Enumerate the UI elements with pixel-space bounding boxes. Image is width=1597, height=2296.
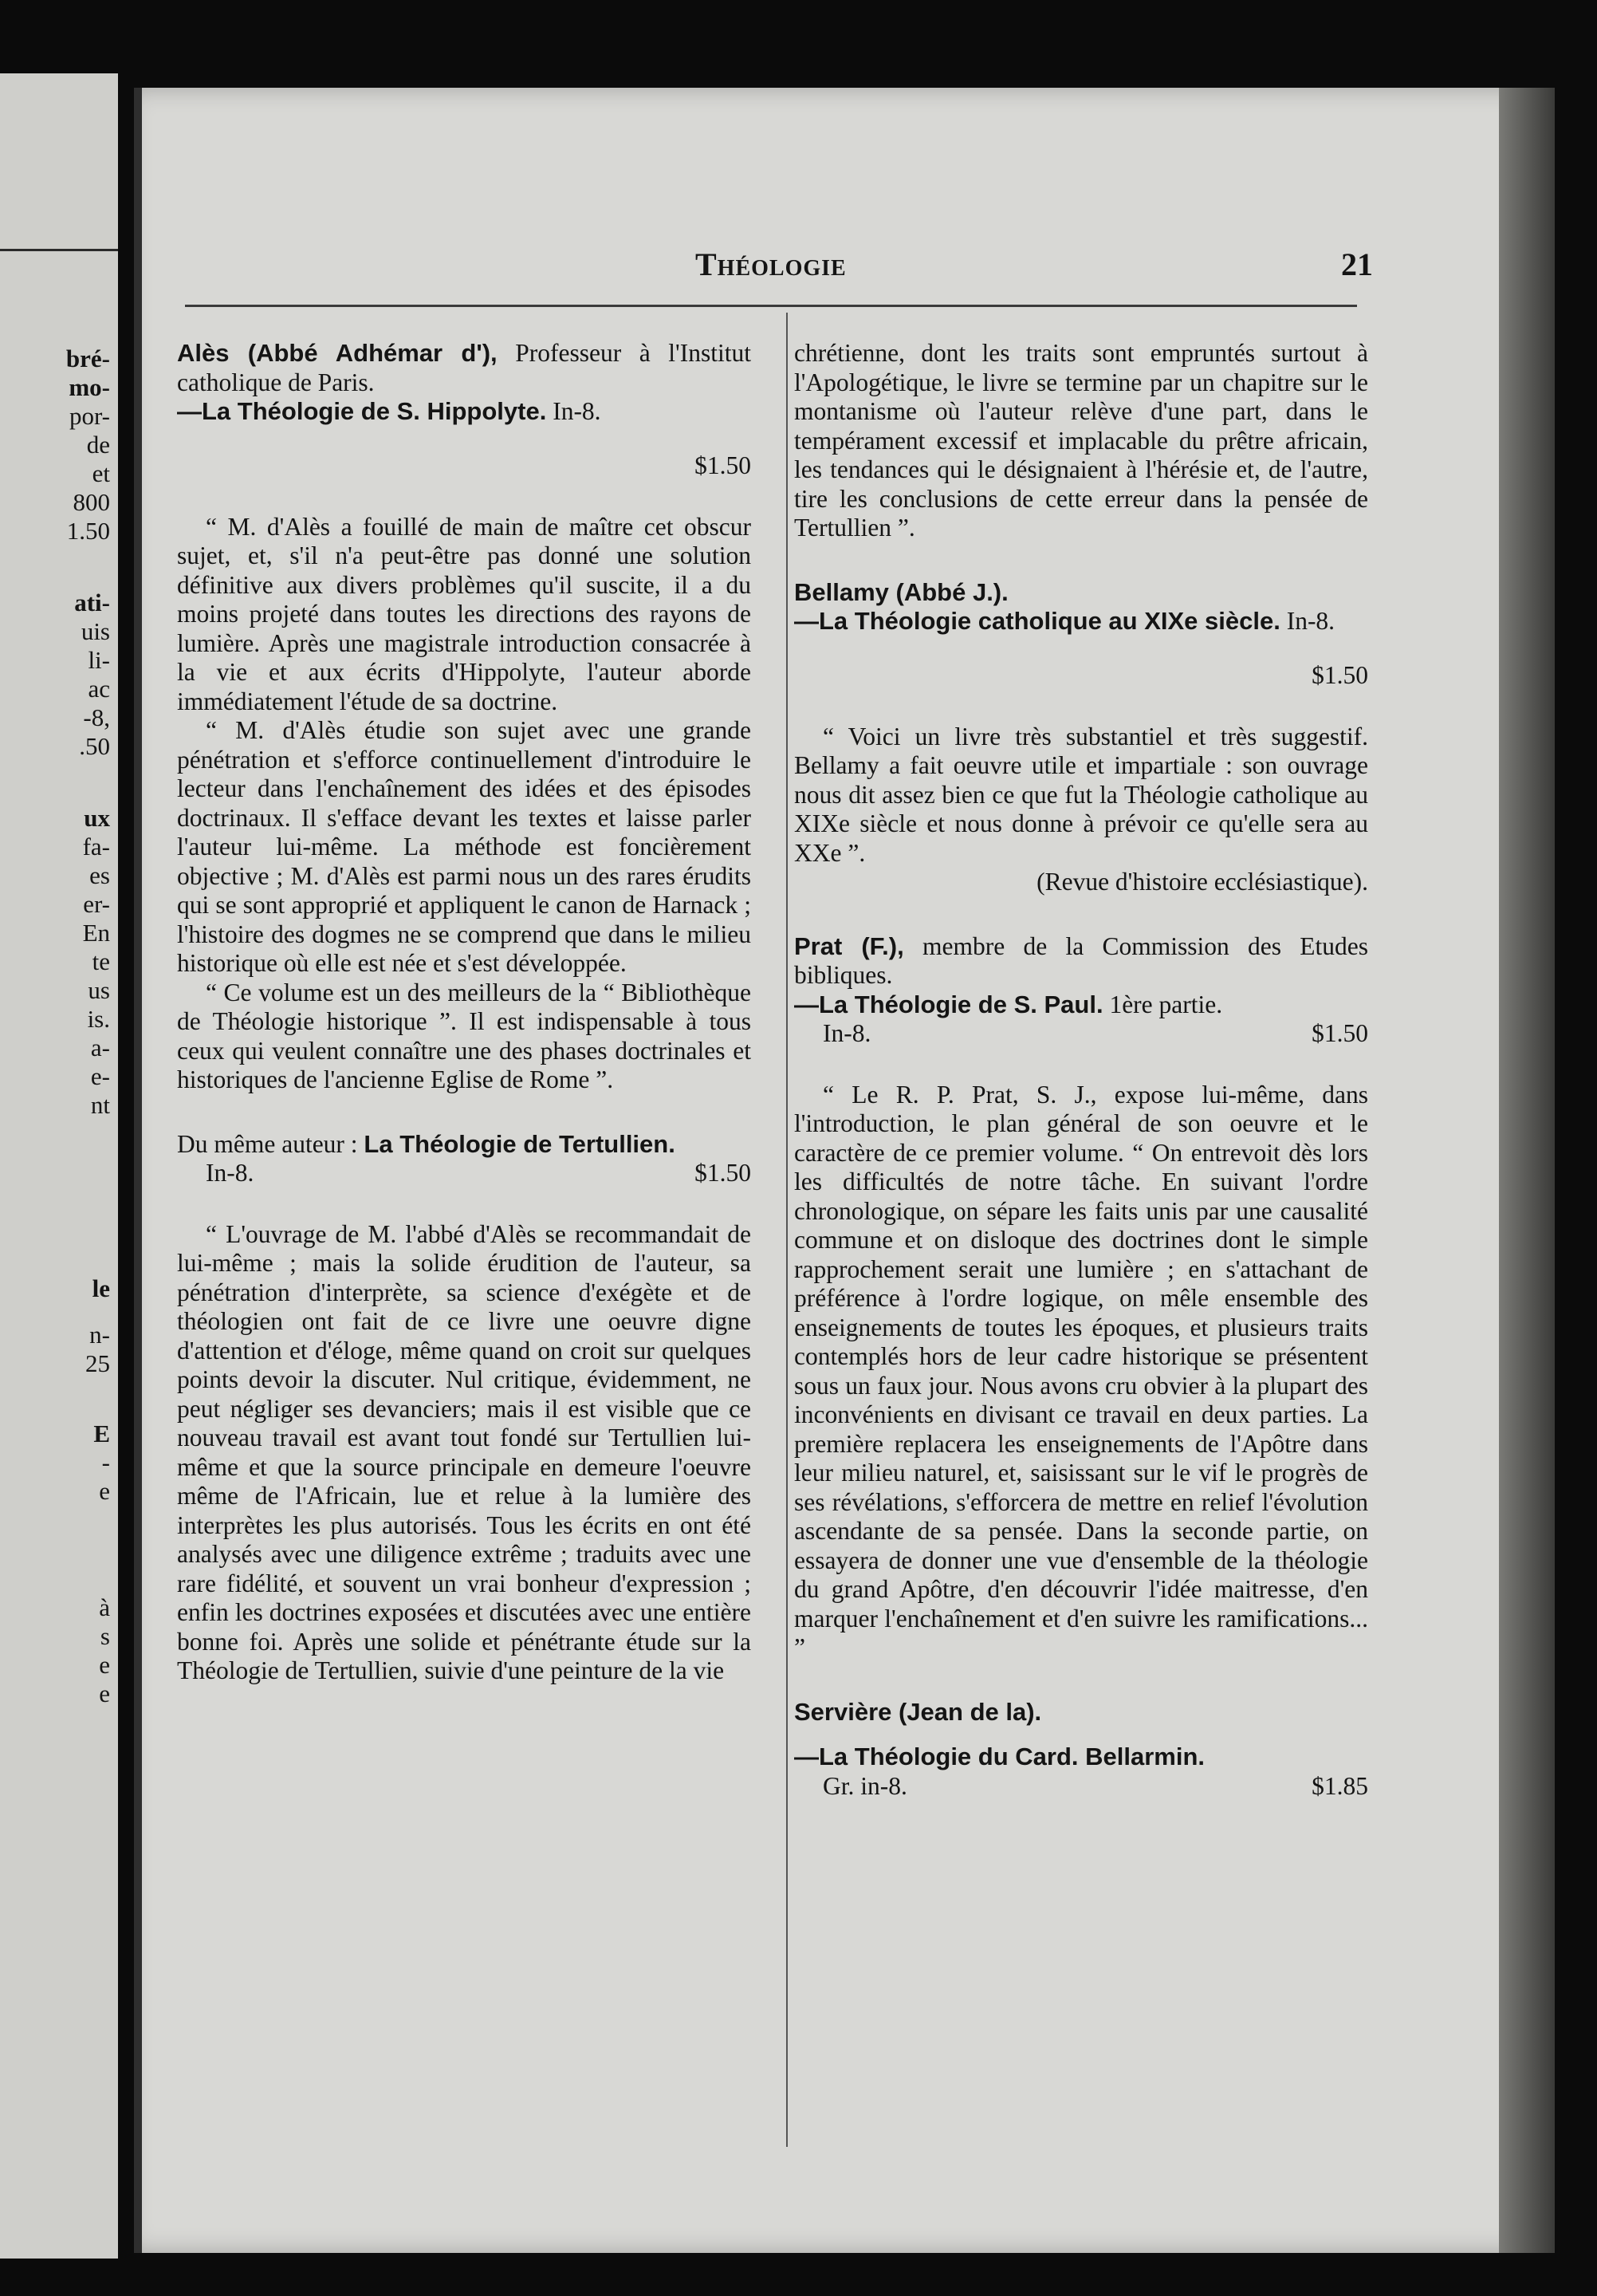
book-format: In-8.	[553, 397, 601, 425]
entry-ales-heading	[177, 339, 751, 397]
book-title-line	[794, 607, 1368, 636]
author-name: Bellamy (Abbé J.).	[794, 577, 1009, 606]
fragment: -8,	[83, 703, 110, 731]
entry-lead: Du même auteur :	[177, 1129, 358, 1158]
author-name: Alès (Abbé Adhémar d'),	[177, 339, 498, 367]
review-paragraph: “ L'ouvrage de M. l'abbé d'Alès se recommandait de lui-même ; mais la solide érudition de l'auteur, sa pénétration d'interprète, sa science d'exégète et de théologien ont fait de ce livre une oeuvre digne d'attention et d'éloge, même quand on croit sur quelques points devoir la discuter. Nul critique, évidemment, ne peut négliger ses devanciers; mais il est visible que ce nouveau travail est avant tout fondé sur Tertullien lui-même et que la source principale en demeure l'oeuvre même de l'Africain, lue et relue à la lumière des interprètes les plus autorisés. Tous les écrits en ont été analysés avec une diligence extrême ; traduits avec une rare fidélité, et souvent un vrai bonheur d'expression ; enfin les doctrines exposées et discutées avec une entière bonne foi. Après une solide et pénétrante étude sur la Théologie de Tertullien, suivie d'une peinture de la vie	[177, 1219, 751, 1684]
author-name: Servière (Jean de la).	[794, 1697, 1042, 1726]
book-title-line	[794, 990, 1368, 1020]
review-paragraph: “ Ce volume est un des meilleurs de la “ Bibliothèque de Théologie historique ”. Il est indispensable à tous ceux qui veulent connaître une des phases doctrinales et historiques de l'ancienne Eglise de Rome ”.	[177, 978, 751, 1093]
entry-prat-heading	[794, 932, 1368, 990]
review-paragraph: “ Voici un livre très substantiel et très suggestif. Bellamy a fait oeuvre utile et impartiale : son ouvrage nous dit assez bien ce que fut la Théologie catholique au XIXe siècle et nous donne à prévoir ce qu'elle sera au XXe ”.	[794, 722, 1368, 867]
fragment: ux	[84, 804, 110, 832]
book-title: La Théologie de Tertullien.	[364, 1129, 675, 1158]
column-divider	[786, 313, 788, 2147]
fragment: .50	[79, 732, 110, 760]
fragment: uis	[81, 617, 110, 645]
fragment: à	[99, 1593, 110, 1621]
book-format: In-8.	[206, 1159, 254, 1187]
review-paragraph: “ M. d'Alès étudie son sujet avec une grande pénétration et s'efforce continuellement d'introduire le lecteur dans l'enchaînement des idées et des épisodes doctrinaux. Il s'efface devant les textes et laisse parler l'auteur lui-même. La méthode est foncièrement objective ; M. d'Alès est parmi nous un des rares érudits qui se sont approprié et appliquent le canon de Harnack ; l'histoire des dogmes ne se comprend que dans le milieu historique où elle est née et s'est développée.	[177, 716, 751, 977]
fragment: nt	[90, 1091, 110, 1119]
entry-tertullien-heading	[177, 1130, 751, 1160]
review-continuation: chrétienne, dont les traits sont empruntés surtout à l'Apologétique, le livre se termine par un chapitre sur le montanisme où l'auteur relève d'une part, dans le tempérament excessif et implacable du prêtre africain, les tendances qui le désignaient à l'hérésie et, de l'autre, tire les conclusions de cette erreur dans la pensée de Tertullien ”.	[794, 339, 1368, 542]
fragment: e-	[90, 1062, 110, 1090]
fragment: s	[100, 1622, 110, 1650]
entry-bellamy-heading	[794, 578, 1368, 608]
author-name: Prat (F.),	[794, 931, 904, 960]
fragment: ac	[88, 675, 110, 703]
adjacent-page-fragment	[0, 73, 118, 2259]
entry-serviere-heading	[794, 1698, 1368, 1727]
page-edge	[1499, 88, 1555, 2253]
fragment: bré-	[65, 345, 110, 372]
fragment: por-	[69, 402, 110, 430]
book-title: —La Théologie de S. Paul.	[794, 990, 1103, 1018]
book-title: —La Théologie de S. Hippolyte.	[177, 397, 547, 425]
running-title: Théologie	[695, 246, 847, 282]
book-title: —La Théologie catholique au XIXe siècle.	[794, 607, 1280, 635]
review-source: (Revue d'histoire ecclésiastique).	[1036, 868, 1368, 896]
book-format: In-8.	[823, 1019, 871, 1047]
fragment: us	[88, 976, 110, 1004]
fragment: En	[82, 919, 110, 947]
right-column	[794, 339, 1368, 1801]
format-price-row	[794, 1772, 1368, 1802]
fragment: fa-	[82, 833, 110, 861]
fragment: a-	[90, 1034, 110, 1061]
author-affiliation: Professeur à l'Institut catholique de Paris.	[177, 339, 751, 396]
fragment: e	[99, 1651, 110, 1679]
fragment: li-	[88, 646, 110, 674]
format-price-row	[177, 1159, 751, 1188]
fragment: ati-	[74, 589, 110, 616]
adjacent-page-rule	[0, 249, 118, 251]
fragment: e	[99, 1477, 110, 1505]
review-paragraph: “ Le R. P. Prat, S. J., expose lui-même, dans l'introduction, le plan général de son oeuvre et le caractère de ce premier volume. “ On entrevoit dès lors les difficultés de notre tâche. En suivant l'ordre chronologique, on sépare les faits unis par une causalité commune et on disloque des doctrines dont le simple rapprochement serait une lumière ; en s'attachant de préférence à l'ordre logique, on mêle ensemble des enseignements de toutes les époques, et plusieurs traits contemplés hors de leur cadre historique se présentent sous un faux jour. Nous avons cru obvier à la plupart des inconvénients en divisant ce travail en deux parties. La première replacera les enseignements de l'Apôtre dans leur milieu naturel, et, saisissant sur le vif le progrès de ses révélations, s'efforcera de mettre en relief l'évolution ascendante de sa pensée. Dans la seconde partie, on essayera de donner une vue d'ensemble de la théologie du grand Apôtre, d'en découvrir l'idée maitresse, d'en marquer l'enchaînement et d'en suivre les ramifications... ”	[794, 1080, 1368, 1661]
fragment: er-	[83, 890, 110, 918]
book-format: Gr. in-8.	[823, 1771, 907, 1800]
book-price: $1.50	[694, 1159, 751, 1187]
author-affiliation: membre de la Commission des Etudes bibliques.	[794, 931, 1368, 989]
left-column	[177, 339, 751, 1686]
book-title-line	[794, 1743, 1368, 1772]
fragment: E	[93, 1420, 110, 1447]
fragment: mo-	[69, 373, 110, 401]
fragment: n-	[89, 1321, 110, 1349]
running-header	[185, 246, 1373, 293]
fragment: de	[86, 431, 110, 459]
fragment: is.	[87, 1005, 110, 1033]
fragment: 25	[85, 1349, 110, 1377]
book-price: $1.50	[1312, 661, 1368, 689]
book-part: 1ère partie.	[1109, 990, 1223, 1018]
fragment: e	[99, 1680, 110, 1707]
fragment: te	[92, 947, 110, 975]
format-price-row	[794, 1019, 1368, 1049]
fragment: le	[92, 1274, 110, 1302]
book-price: $1.50	[1312, 1019, 1368, 1047]
page-number: 21	[1341, 246, 1373, 282]
review-paragraph: “ M. d'Alès a fouillé de main de maître cet obscur sujet, et, s'il n'a peut-être pas donné une solution définitive aux divers problèmes qu'il suscite, il a du moins projeté dans toutes les directions des rayons de lumière. Après une magistrale introduction consacrée à la vie et aux écrits d'Hippolyte, l'auteur aborde immédiatement l'étude de sa doctrine.	[177, 512, 751, 715]
book-title-line	[177, 397, 751, 427]
header-rule	[185, 305, 1357, 307]
book-price: $1.50	[694, 451, 751, 479]
fragment: et	[92, 459, 110, 487]
fragment: -	[101, 1448, 110, 1476]
book-price: $1.85	[1312, 1771, 1368, 1800]
fragment: 800	[73, 488, 110, 516]
book-title: —La Théologie du Card. Bellarmin.	[794, 1743, 1206, 1770]
fragment: 1.50	[66, 517, 110, 545]
fragment: es	[89, 861, 110, 889]
book-format: In-8.	[1286, 607, 1335, 635]
